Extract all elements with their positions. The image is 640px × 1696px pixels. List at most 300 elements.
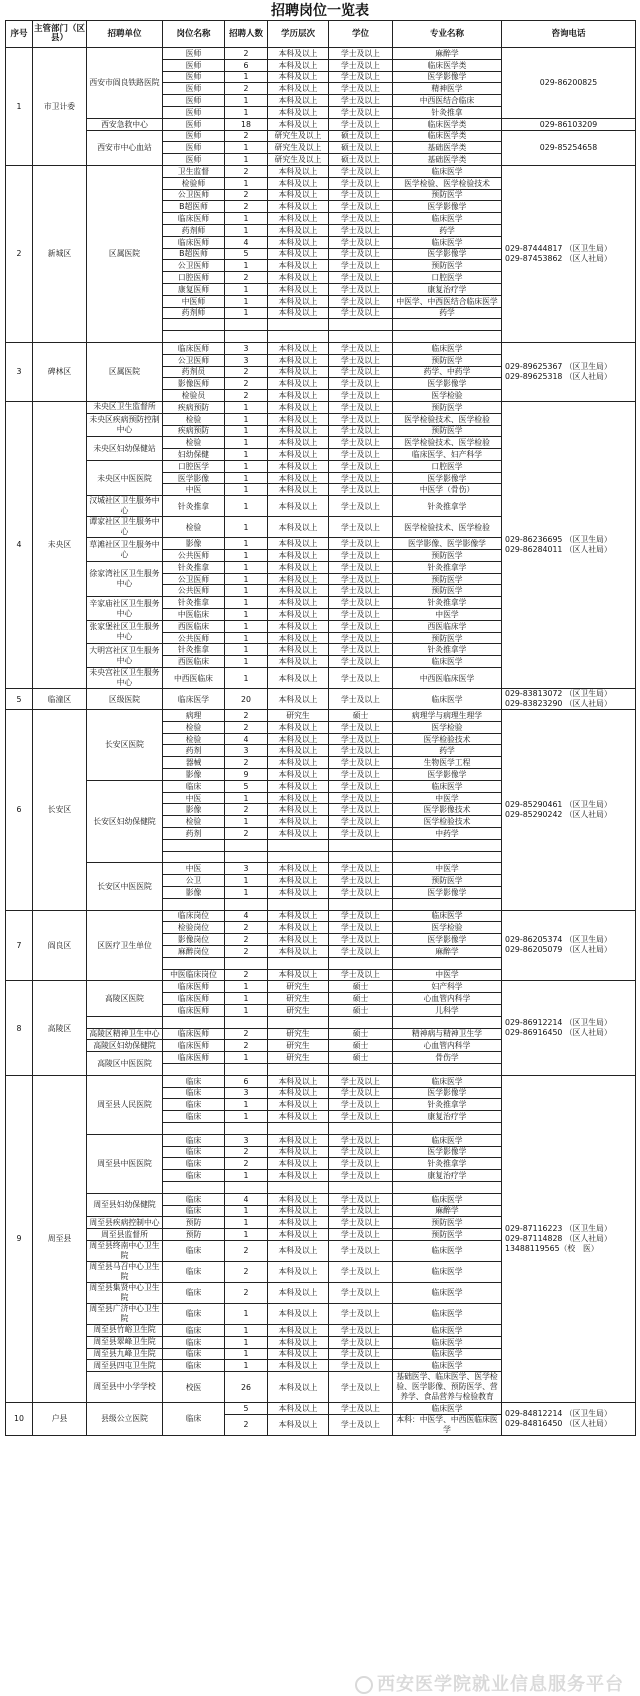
table-cell: 高陵区中医医院 [87,1052,163,1076]
table-cell: 临床医学 [393,1360,502,1372]
table-cell: 周至县中医医院 [87,1134,163,1193]
table-cell: 未央宫社区卫生服务中心 [87,668,163,689]
table-cell: 针灸推拿 [163,644,225,656]
table-cell: 临床医学 [393,1324,502,1336]
table-cell: 20 [225,689,268,710]
table-cell: 本科及以上 [268,1170,329,1182]
table-cell [225,957,268,969]
table-cell: 1 [225,154,268,166]
table-cell: 3 [225,342,268,354]
table-cell: 本科及以上 [268,401,329,413]
table-cell: 针灸推拿学 [393,496,502,517]
table-cell: 3 [6,342,33,401]
table-cell: 本科及以上 [268,224,329,236]
table-cell [329,331,393,343]
table-cell: 临床医学 [393,910,502,922]
table-cell: 本科及以上 [268,1205,329,1217]
table-cell: 临床医学 [393,1134,502,1146]
header-position: 岗位名称 [163,21,225,48]
table-cell: 2 [225,366,268,378]
table-cell: 周至县妇幼保健院 [87,1193,163,1217]
table-cell: 1 [6,48,33,166]
table-cell: 影像 [163,887,225,899]
table-cell: 中医学 [393,969,502,981]
table-cell: 3 [225,745,268,757]
table-cell [393,957,502,969]
table-cell: 高陵区 [33,981,87,1075]
table-cell: 1 [225,460,268,472]
table-cell: 基础医学类 [393,154,502,166]
table-cell: 西安市阎良铁路医院 [87,48,163,119]
table-cell: 2 [225,1414,268,1435]
table-cell: 康复医师 [163,283,225,295]
table-cell: 本科及以上 [268,83,329,95]
table-cell: 预防医学 [393,585,502,597]
table-cell: 26 [225,1372,268,1403]
table-cell: 临床 [163,1193,225,1205]
table-cell: 学士及以上 [329,887,393,899]
table-cell: 学士及以上 [329,165,393,177]
table-cell [268,1122,329,1134]
table-cell: 029-84812214 （区卫生局） 029-84816450 （区人社局） [502,1403,636,1436]
table-cell: 本科及以上 [268,517,329,538]
table-cell: 学士及以上 [329,1193,393,1205]
table-cell: 2 [225,757,268,769]
table-cell: 学士及以上 [329,1111,393,1123]
table-cell: 医学影像学 [393,201,502,213]
table-cell [225,1063,268,1075]
table-cell: 本科及以上 [268,609,329,621]
table-cell: 周至县疾病控制中心 [87,1217,163,1229]
table-cell: 医学影像学 [393,378,502,390]
table-cell: 1 [225,1229,268,1241]
table-cell: 未央区 [33,401,87,688]
table-cell: 检验 [163,721,225,733]
table-cell: 本科及以上 [268,561,329,573]
table-cell: 临床医学类 [393,59,502,71]
table-cell: 针灸推拿学 [393,1099,502,1111]
table-cell: 心血管内科学 [393,1040,502,1052]
table-cell: 本科及以上 [268,1111,329,1123]
header-count: 招聘人数 [225,21,268,48]
table-cell: 医学检验技术、医学检验 [393,437,502,449]
table-cell: 本科及以上 [268,1303,329,1324]
table-cell: 本科及以上 [268,780,329,792]
table-cell: 本科及以上 [268,769,329,781]
table-cell: 检验岗位 [163,922,225,934]
table-cell: 口腔医学 [393,272,502,284]
table-cell: 影像 [163,804,225,816]
table-cell: 医学影像学 [393,71,502,83]
table-cell: 本科及以上 [268,721,329,733]
table-cell [87,1016,163,1028]
table-cell: 学士及以上 [329,934,393,946]
table-cell: 精神医学 [393,83,502,95]
table-cell [163,319,225,331]
table-cell: 临床医学类 [393,118,502,130]
table-cell: 高陵区医院 [87,981,163,1016]
table-cell: 学士及以上 [329,1372,393,1403]
table-cell: 儿科学 [393,1004,502,1016]
table-cell: 1 [225,981,268,993]
table-cell [268,1181,329,1193]
table-cell: 1 [225,425,268,437]
table-cell: 医师 [163,95,225,107]
table-cell: 医学影像、医学影像学 [393,538,502,550]
table-cell: 疾病预防 [163,425,225,437]
table-cell: 临床医学 [393,1193,502,1205]
table-cell: 2 [225,83,268,95]
table-cell: 药学 [393,745,502,757]
table-cell: 生物医学工程 [393,757,502,769]
table-cell: 2 [225,1158,268,1170]
table-cell: 本科及以上 [268,213,329,225]
table-cell: 周至县 [33,1075,87,1402]
table-cell: 草滩社区卫生服务中心 [87,538,163,562]
table-cell: 本科及以上 [268,828,329,840]
table-cell: 中医学 [393,863,502,875]
table-cell: 029-86200825 [502,48,636,119]
table-cell: 临床医师 [163,236,225,248]
recruitment-table [5,20,636,1436]
table-cell: 1 [225,1205,268,1217]
table-cell: 本科及以上 [268,283,329,295]
table-cell: 本科及以上 [268,1193,329,1205]
table-cell: 本科及以上 [268,632,329,644]
table-cell: 1 [225,1336,268,1348]
table-cell: 学士及以上 [329,1099,393,1111]
table-cell: 1 [225,517,268,538]
table-cell [268,1016,329,1028]
table-cell: 本科及以上 [268,177,329,189]
table-cell: 预防医学 [393,1217,502,1229]
table-cell: 2 [225,189,268,201]
table-cell: 1 [225,632,268,644]
table-cell: 临床 [163,1240,225,1261]
table-cell: 硕士 [329,993,393,1005]
table-cell: 临床医学 [393,1303,502,1324]
table-cell: 周至县广济中心卫生院 [87,1303,163,1324]
table-cell [225,1122,268,1134]
table-cell: 县级公立医院 [87,1403,163,1436]
table-cell: 4 [225,733,268,745]
table-cell: 学士及以上 [329,517,393,538]
table-cell: 疾病预防 [163,401,225,413]
table-cell: 临床医师 [163,993,225,1005]
table-cell: 医学影像学 [393,1087,502,1099]
table-cell: 本科及以上 [268,59,329,71]
table-cell: 4 [225,236,268,248]
table-cell: 临床医学、妇产科学 [393,449,502,461]
table-cell: 1 [225,609,268,621]
table-cell: 未央区疾病预防控制中心 [87,413,163,437]
table-cell: 学士及以上 [329,1261,393,1282]
table-cell: 学士及以上 [329,189,393,201]
table-cell: 学士及以上 [329,804,393,816]
table-cell: 本科及以上 [268,1348,329,1360]
table-cell: 硕士 [329,1028,393,1040]
table-cell: 针灸推拿 [163,597,225,609]
table-cell: 中医学 [393,792,502,804]
table-cell: 药剂师 [163,307,225,319]
table-cell: 2 [225,1240,268,1261]
table-cell [268,1063,329,1075]
table-cell: 学士及以上 [329,828,393,840]
table-cell [163,898,225,910]
table-cell: 中医学、中西医结合临床医学 [393,295,502,307]
table-cell: 学士及以上 [329,922,393,934]
table-cell: 学士及以上 [329,484,393,496]
table-cell: 药剂师 [163,224,225,236]
table-cell: 临床医师 [163,1028,225,1040]
table-cell: 预防医学 [393,573,502,585]
table-cell: 针灸推拿学 [393,1158,502,1170]
table-cell: 未央区中医医院 [87,460,163,495]
table-cell [393,1063,502,1075]
table-cell: 本科及以上 [268,1146,329,1158]
table-cell: 临床医学 [393,236,502,248]
header-education: 学历层次 [268,21,329,48]
table-cell: 学士及以上 [329,620,393,632]
table-cell: 针灸推拿 [393,106,502,118]
table-cell: 临床 [163,1075,225,1087]
table-cell: 器械 [163,757,225,769]
table-cell: 本科及以上 [268,449,329,461]
table-cell: 口腔医学 [163,460,225,472]
table-cell: 区级医院 [87,689,163,710]
table-cell: 学士及以上 [329,780,393,792]
table-cell [163,839,225,851]
table-cell [225,319,268,331]
table-cell: 学士及以上 [329,733,393,745]
table-cell: 029-85254658 [502,130,636,165]
table-cell: 预防 [163,1217,225,1229]
table-cell: 本科及以上 [268,1336,329,1348]
table-cell: 本科及以上 [268,1372,329,1403]
table-row [6,48,636,60]
table-cell: 大明宫社区卫生服务中心 [87,644,163,668]
table-cell: 本科及以上 [268,620,329,632]
table-cell: 本科及以上 [268,354,329,366]
table-cell [163,957,225,969]
table-cell: 1 [225,283,268,295]
table-cell: 药剂 [163,745,225,757]
table-cell: 2 [225,1040,268,1052]
table-cell [163,1063,225,1075]
table-cell [225,851,268,863]
table-cell: 本科及以上 [268,1324,329,1336]
table-cell: 学士及以上 [329,668,393,689]
table-cell: 学士及以上 [329,342,393,354]
table-cell: 影像医师 [163,378,225,390]
table-cell: 学士及以上 [329,496,393,517]
table-cell: 临床医学 [393,689,502,710]
table-cell: 医师 [163,106,225,118]
table-cell: 周至县四屯卫生院 [87,1360,163,1372]
table-cell: 研究生 [268,1052,329,1064]
table-cell: 本科及以上 [268,437,329,449]
table-cell: 学士及以上 [329,550,393,562]
table-cell: 本科及以上 [268,413,329,425]
table-cell: 公卫医师 [163,354,225,366]
table-cell: 本科及以上 [268,656,329,668]
table-cell: 5 [225,248,268,260]
table-cell: 1 [225,413,268,425]
table-cell: 药剂 [163,828,225,840]
table-cell: 麻醉学 [393,945,502,957]
table-cell: 学士及以上 [329,366,393,378]
table-cell: 医学影像技术 [393,804,502,816]
table-row [6,1075,636,1087]
table-row [6,342,636,354]
table-cell: 3 [225,354,268,366]
table-cell: 针灸推拿学 [393,561,502,573]
table-cell [393,898,502,910]
header-department: 主管部门（区县） [33,21,87,48]
table-cell: 基础医学类 [393,142,502,154]
table-cell: 本科及以上 [268,472,329,484]
table-cell: 西安市中心血站 [87,130,163,165]
table-cell: 临床医学 [393,213,502,225]
table-cell: 中医 [163,484,225,496]
table-cell: 西医临床 [163,656,225,668]
table-cell: 临床医师 [163,1004,225,1016]
table-cell: 2 [225,828,268,840]
table-cell: 医学影像学 [393,769,502,781]
table-cell: 学士及以上 [329,295,393,307]
table-cell: 高陵区妇幼保健院 [87,1040,163,1052]
table-cell: 预防医学 [393,632,502,644]
table-cell: 研究生及以上 [268,142,329,154]
table-cell: 药学、中药学 [393,366,502,378]
table-cell: 麻醉岗位 [163,945,225,957]
table-cell: 学士及以上 [329,248,393,260]
table-cell: 临床 [163,1403,225,1436]
table-cell: 本科及以上 [268,863,329,875]
table-cell [268,319,329,331]
table-cell: 本科及以上 [268,460,329,472]
table-cell: 研究生 [268,1004,329,1016]
table-cell: 临床医师 [163,213,225,225]
table-cell: 市卫计委 [33,48,87,166]
table-cell: 临床医学 [393,780,502,792]
table-cell: 阎良区 [33,910,87,981]
table-cell: 1 [225,1170,268,1182]
table-cell: 骨伤学 [393,1052,502,1064]
table-cell: 学士及以上 [329,792,393,804]
table-cell: 2 [225,272,268,284]
table-cell [393,851,502,863]
table-cell: 学士及以上 [329,201,393,213]
table-cell [393,319,502,331]
table-cell [329,839,393,851]
table-cell: 1 [225,1348,268,1360]
header-employer: 招聘单位 [87,21,163,48]
table-cell: 口腔医学 [393,460,502,472]
table-cell: 新城区 [33,165,87,342]
table-cell: 学士及以上 [329,875,393,887]
table-cell: 2 [225,945,268,957]
table-cell: 研究生 [268,710,329,722]
table-cell: 学士及以上 [329,260,393,272]
table-cell: 学士及以上 [329,969,393,981]
table-cell: 1 [225,561,268,573]
table-cell [163,1122,225,1134]
table-cell: 1 [225,1111,268,1123]
table-cell: 本科及以上 [268,934,329,946]
table-cell [329,1063,393,1075]
table-cell: 麻醉学 [393,1205,502,1217]
table-cell: 医师 [163,83,225,95]
table-cell: 本科及以上 [268,733,329,745]
table-cell: 医师 [163,71,225,83]
table-cell: 学士及以上 [329,48,393,60]
table-cell: 本科及以上 [268,1403,329,1415]
table-cell: 周至县中小学学校 [87,1372,163,1403]
table-cell: 029-89625367 （区卫生局） 029-89625318 （区人社局） [502,342,636,401]
table-cell [393,839,502,851]
table-cell: 学士及以上 [329,1146,393,1158]
table-cell: 检验 [163,517,225,538]
table-cell: 本科及以上 [268,745,329,757]
table-cell: 学士及以上 [329,769,393,781]
table-cell: 公卫医师 [163,260,225,272]
table-cell: 本科及以上 [268,1087,329,1099]
table-cell: 2 [225,934,268,946]
table-cell: 本科及以上 [268,1360,329,1372]
table-cell: 本科及以上 [268,1414,329,1435]
table-cell [225,1181,268,1193]
table-cell: 2 [225,1146,268,1158]
table-cell: 本科及以上 [268,816,329,828]
table-cell: 精神病与精神卫生学 [393,1028,502,1040]
table-cell: 本科及以上 [268,118,329,130]
table-cell: 学士及以上 [329,644,393,656]
header-phone: 咨询电话 [502,21,636,48]
table-cell: 预防医学 [393,550,502,562]
table-cell: 临床医学 [393,1348,502,1360]
table-cell: 中西医临床 [163,668,225,689]
table-row [6,710,636,722]
table-cell: 硕士 [329,1004,393,1016]
table-cell: 1 [225,887,268,899]
table-cell: 1 [225,213,268,225]
table-cell: 8 [6,981,33,1075]
table-cell: 临床 [163,1158,225,1170]
table-cell: 学士及以上 [329,59,393,71]
table-cell: 学士及以上 [329,413,393,425]
table-cell: 1 [225,142,268,154]
table-cell: 本科及以上 [268,260,329,272]
table-cell: 预防医学 [393,189,502,201]
table-cell [268,957,329,969]
table-cell: 学士及以上 [329,1403,393,1415]
table-cell: 医学检验技术 [393,733,502,745]
table-cell: 区属医院 [87,342,163,401]
table-cell: 研究生 [268,981,329,993]
table-cell: 4 [225,1193,268,1205]
table-cell: 本科及以上 [268,668,329,689]
table-cell: 基础医学、临床医学、医学检验、医学影像、预防医学、营养学、食品营养与检验教育 [393,1372,502,1403]
table-cell: 研究生 [268,1028,329,1040]
table-cell: 临床 [163,1134,225,1146]
table-cell: 临床医学 [163,689,225,710]
table-cell: 公卫医师 [163,189,225,201]
table-cell: 周至县终南中心卫生院 [87,1240,163,1261]
table-cell: 西安急救中心 [87,118,163,130]
table-cell: 徐家湾社区卫生服务中心 [87,561,163,596]
table-cell: 学士及以上 [329,721,393,733]
